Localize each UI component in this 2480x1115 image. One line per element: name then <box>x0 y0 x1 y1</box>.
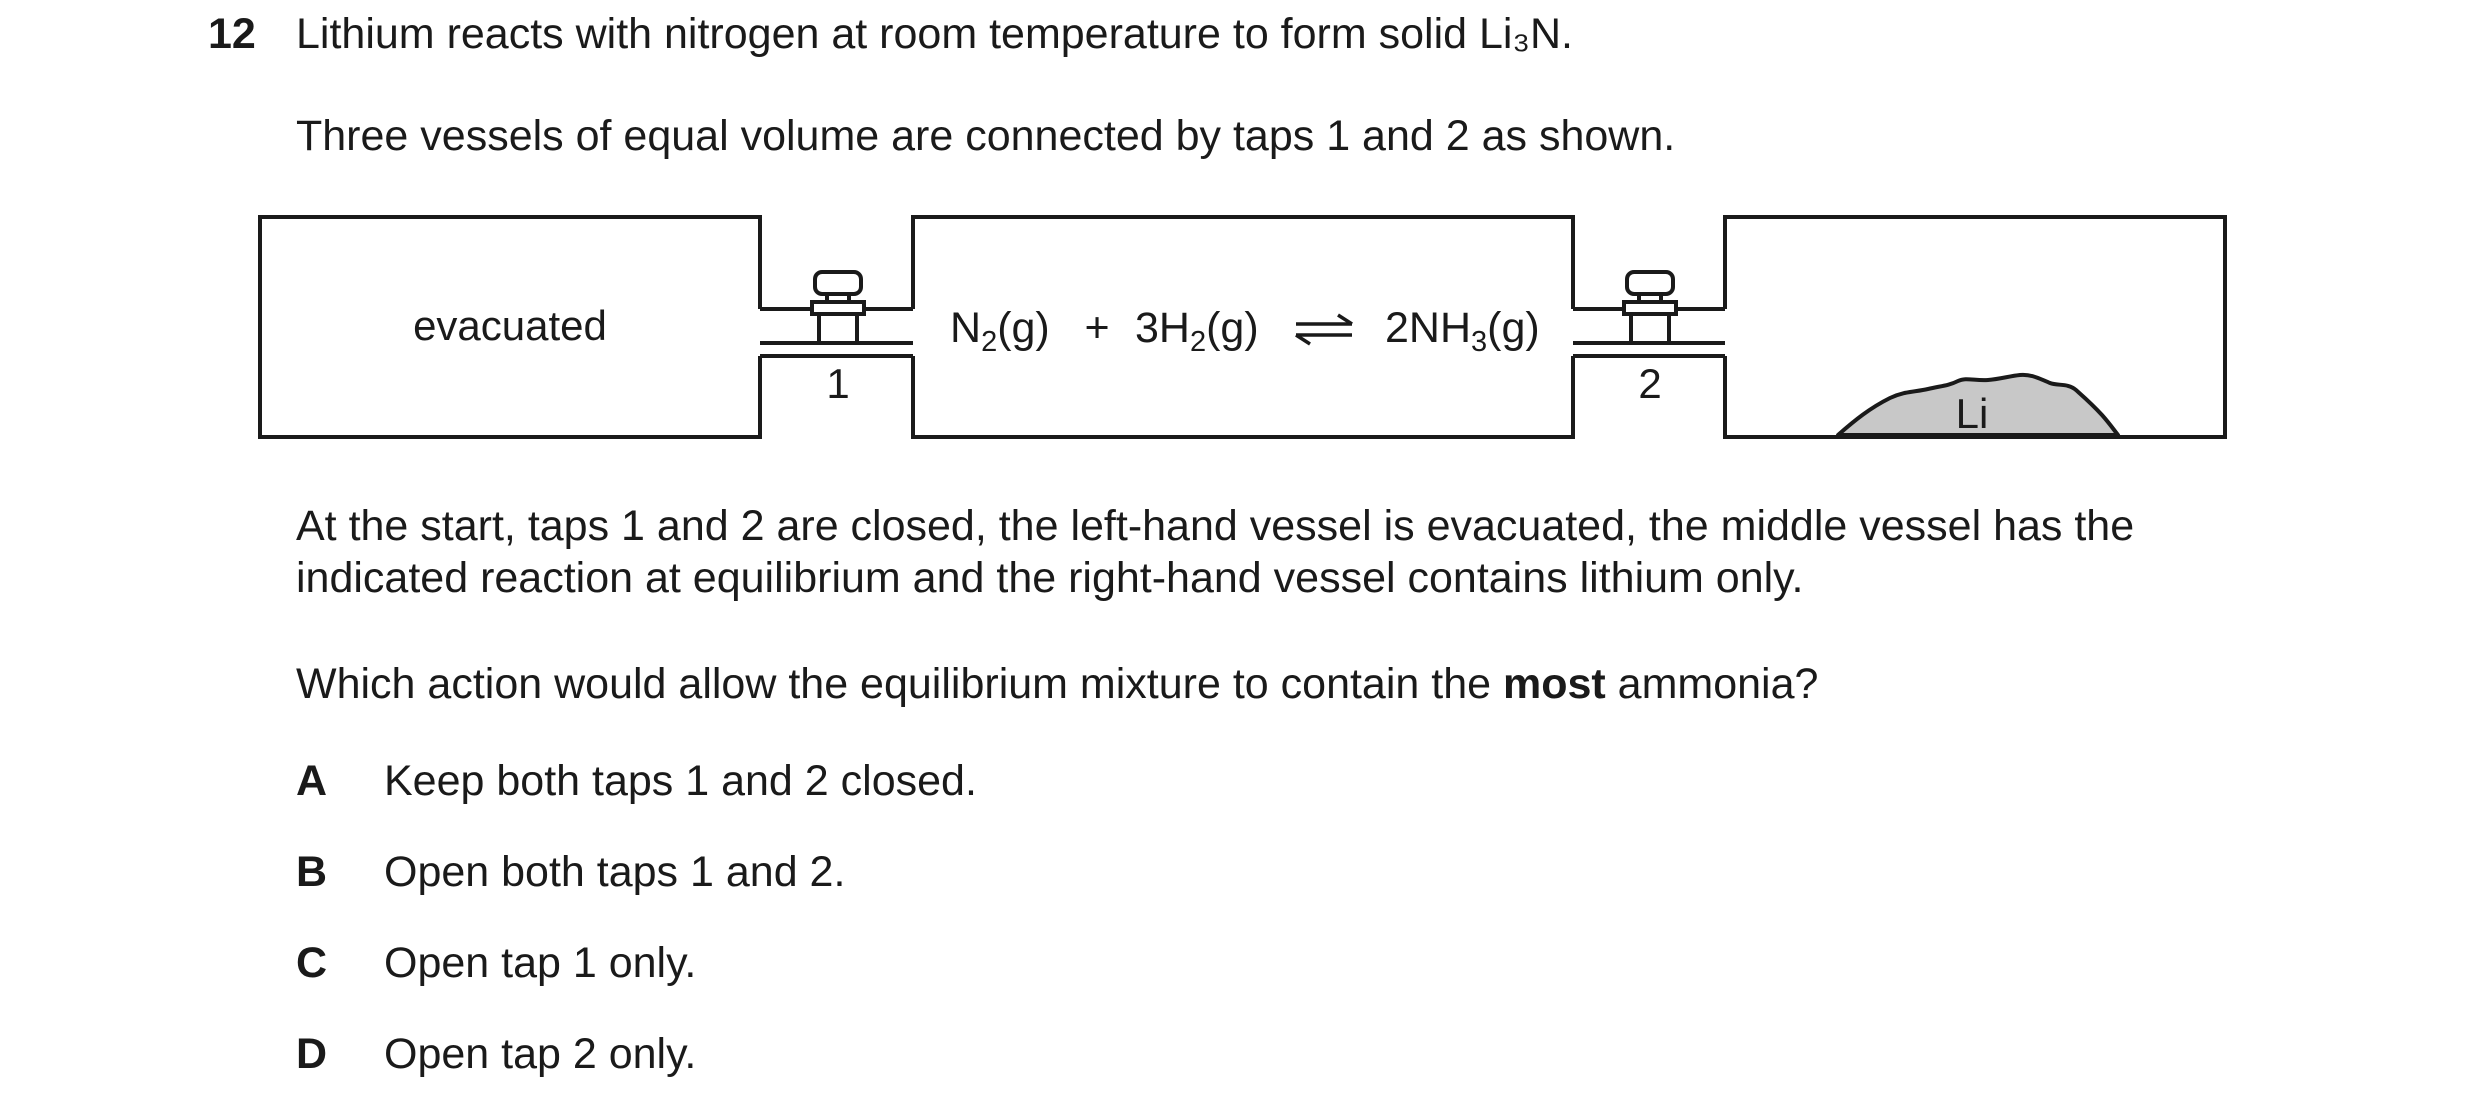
prompt-before: Which action would allow the equilibrium mixture to contain the <box>296 660 1503 708</box>
prompt-after: ammonia? <box>1605 660 1819 708</box>
question-prompt <box>296 658 1818 710</box>
svg-text:3H2(g) <box>1135 304 1259 358</box>
nh3-state: (g) <box>1487 304 1540 352</box>
option-a-text: Keep both taps 1 and 2 closed. <box>384 757 977 805</box>
context-line1: At the start, taps 1 and 2 are closed, the left-hand vessel is evacuated, the middle vessel has the <box>296 502 2135 550</box>
context-line2: indicated reaction at equilibrium and the right-hand vessel contains lithium only. <box>296 554 1804 602</box>
n2-state: (g) <box>997 304 1050 352</box>
nh3-subscript: 3 <box>1471 326 1488 358</box>
h2-subscript: 2 <box>1189 326 1207 358</box>
n2-formula: N <box>950 304 982 352</box>
option-d-letter: D <box>296 1030 328 1078</box>
option-c-text: Open tap 1 only. <box>384 939 697 987</box>
option-b-letter: B <box>296 848 328 896</box>
question-number: 12 <box>208 10 256 58</box>
tap-2-label: 2 <box>1638 360 1662 407</box>
h2-state: (g) <box>1206 304 1259 352</box>
equilibrium-arrow-icon <box>1296 315 1352 344</box>
equilibrium-equation <box>950 304 1540 358</box>
left-vessel-label: evacuated <box>413 302 607 349</box>
nh3-formula: 2NH <box>1385 304 1472 352</box>
tap-1-label: 1 <box>826 360 850 407</box>
plus-sign: + <box>1084 304 1110 352</box>
option-d-text: Open tap 2 only. <box>384 1030 697 1078</box>
lithium-label: Li <box>1955 390 1989 437</box>
apparatus-diagram <box>0 0 2480 460</box>
option-a-letter: A <box>296 757 328 805</box>
svg-text:2NH3(g) <box>1385 304 1540 358</box>
question-stem-line1: Lithium reacts with nitrogen at room temperature to form solid Li₃N. <box>296 10 1573 58</box>
n2-subscript: 2 <box>981 326 998 358</box>
option-b-text: Open both taps 1 and 2. <box>384 848 846 896</box>
svg-text:N2(g) <box>950 304 1050 358</box>
question-stem-line2: Three vessels of equal volume are connected by taps 1 and 2 as shown. <box>296 112 1676 160</box>
prompt-emphasis: most <box>1502 660 1606 708</box>
option-c-letter: C <box>296 939 328 987</box>
h2-formula: 3H <box>1135 304 1190 352</box>
